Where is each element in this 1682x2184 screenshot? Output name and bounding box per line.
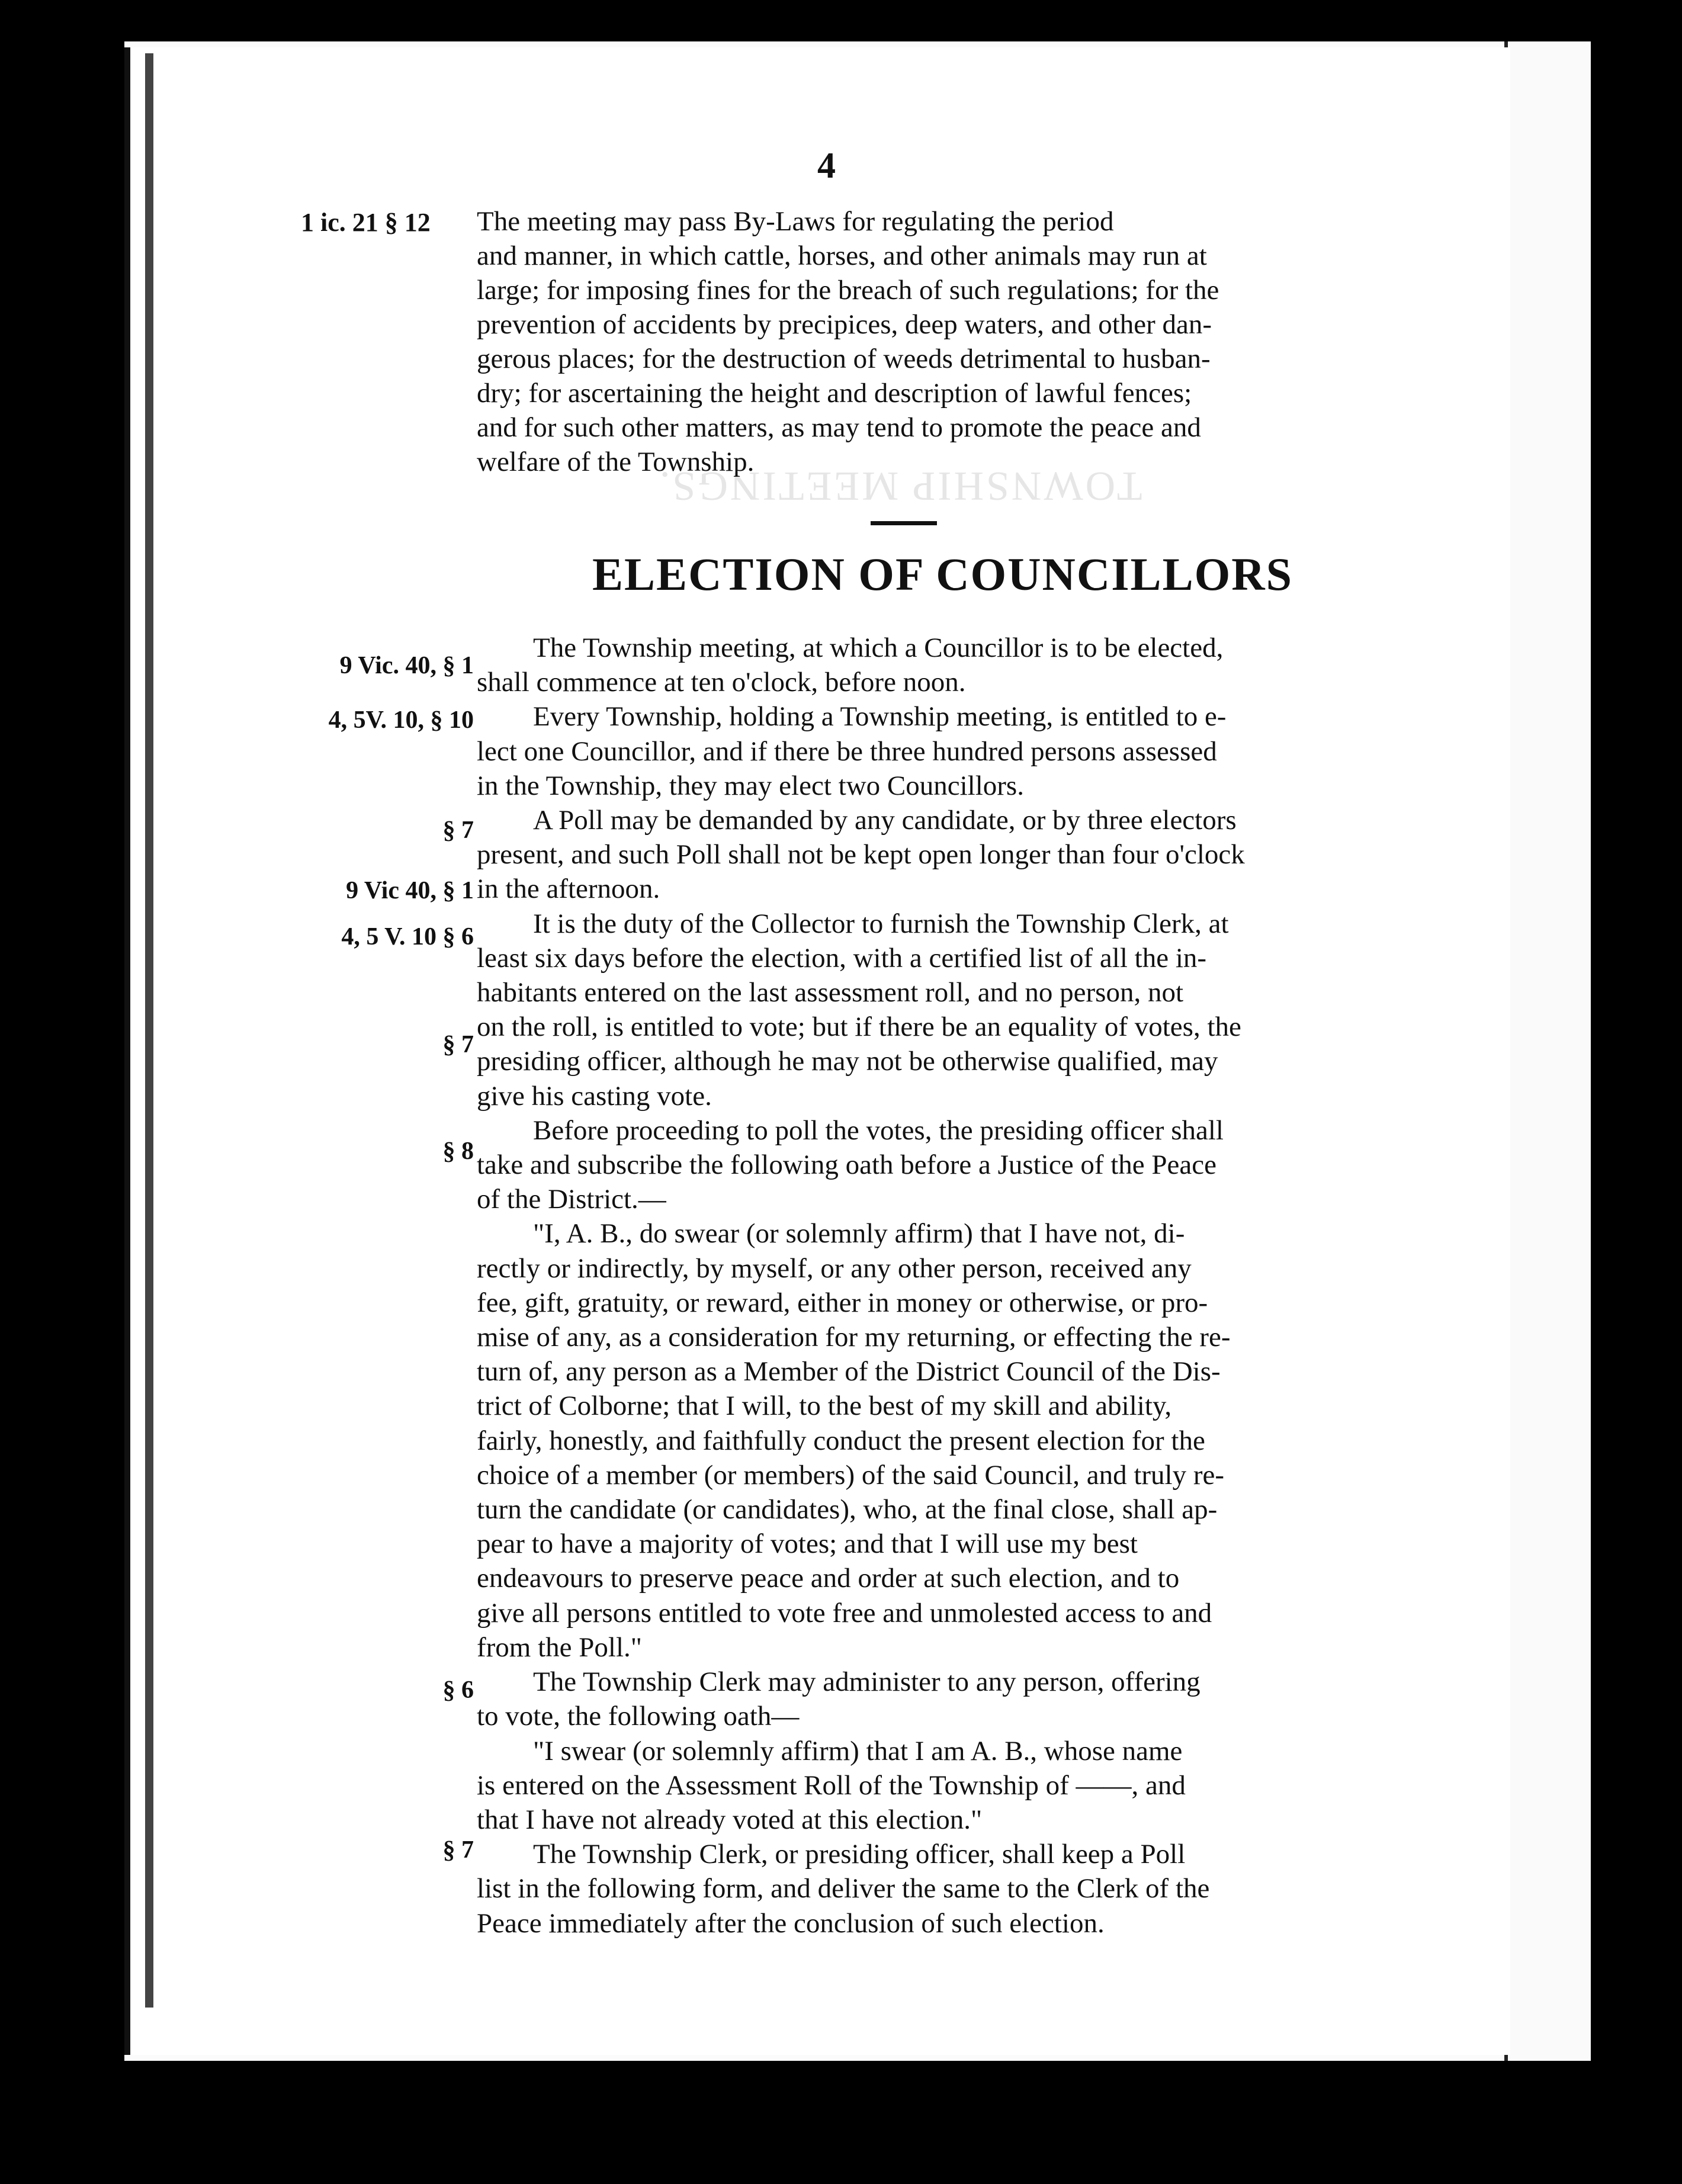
paragraph: Before proceeding to poll the votes, the presiding officer shall take and subscribe the following oath before a Justice of the Peace of the District.— bbox=[477, 1115, 1224, 1215]
binding-shadow bbox=[145, 53, 153, 2008]
section-divider bbox=[871, 521, 937, 525]
oath-paragraph: "I, A. B., do swear (or solemnly affirm) that I have not, di- rectly or indirectly, by myself, or any other person, received any fee, gift, gratuity, or reward, either in money or otherwise, or pro- mise of any, as a consideration for my returning, or effecting the re- turn of, any person as a Member of the District Council of the Dis- trict of Colborne; that I will, to the best of my skill and ability, fairly, honestly, and faithfully conduct the present election for the choice of a member (or members) of the said Council, and truly re- turn the candidate (or candidates), who, at the final close, shall ap- pear to have a majority of votes; and that I will use my best endeavours to preserve peace and order at such election, and to give all persons entitled to vote free and unmolested access to and from the Poll." bbox=[477, 1218, 1231, 1663]
margin-note: § 8 bbox=[442, 1138, 474, 1165]
margin-note: 4, 5V. 10, § 10 bbox=[328, 706, 474, 734]
page-number: 4 bbox=[817, 146, 836, 186]
paragraph: A Poll may be demanded by any candidate, or by three electors present, and such Poll shall not be kept open longer than four o'clock in the afternoon. bbox=[477, 805, 1245, 905]
margin-note: § 6 bbox=[442, 1676, 474, 1704]
page-fold-edge bbox=[1504, 41, 1591, 2061]
paragraph: It is the duty of the Collector to furnish the Township Clerk, at least six days before the election, with a certified list of all the in- habitants entered on the last assessment roll, and no person, not on the roll, is entitled to vote; but if there be an equality of votes, the presiding officer, although he may not be otherwise qualified, may give his casting vote. bbox=[477, 908, 1241, 1112]
paragraph: The Township Clerk, or presiding officer, shall keep a Poll list in the following form, and deliver the same to the Clerk of the Peace immediately after the conclusion of such election. bbox=[477, 1839, 1210, 1939]
margin-note: § 7 bbox=[442, 817, 474, 844]
margin-note: 9 Vic. 40, § 1 bbox=[339, 652, 474, 679]
paragraph: The Township meeting, at which a Councillor is to be elected, shall commence at ten o'clock, before noon. bbox=[477, 632, 1224, 698]
intro-margin-note: 1 ic. 21 § 12 bbox=[301, 208, 431, 237]
margin-notes bbox=[308, 651, 474, 1954]
intro-paragraph: The meeting may pass By-Laws for regulating the period and manner, in which cattle, horses, and other animals may run at large; for imposing fines for the breach of such regulations; for the prevention of accidents by precipices, deep waters, and other dan- gerous places; for the destruction of weeds detrimental to husban- dry; for ascertaining the height and description of lawful fences; and for such other matters, as may tend to promote the peace and welfare of the Township. bbox=[477, 206, 1219, 477]
margin-note: 9 Vic 40, § 1 bbox=[346, 877, 474, 904]
body-text bbox=[477, 631, 1377, 1941]
paragraph: The Township Clerk may administer to any person, offering to vote, the following oath— bbox=[477, 1666, 1200, 1732]
margin-note: § 7 bbox=[442, 1836, 474, 1864]
bleed-through-heading: TOWNSHIP MEETINGS. bbox=[657, 463, 1142, 509]
oath-paragraph: "I swear (or solemnly affirm) that I am A. B., whose name is entered on the Assessment Roll of the Township of ——, and that I have not already voted at this election." bbox=[477, 1735, 1186, 1835]
margin-note: § 7 bbox=[442, 1031, 474, 1058]
margin-note: 4, 5 V. 10 § 6 bbox=[341, 923, 474, 950]
paragraph: Every Township, holding a Township meeting, is entitled to e- lect one Councillor, and if there be three hundred persons assessed in the Township, they may elect two Councillors. bbox=[477, 701, 1227, 801]
section-heading: ELECTION OF COUNCILLORS bbox=[592, 548, 1293, 600]
